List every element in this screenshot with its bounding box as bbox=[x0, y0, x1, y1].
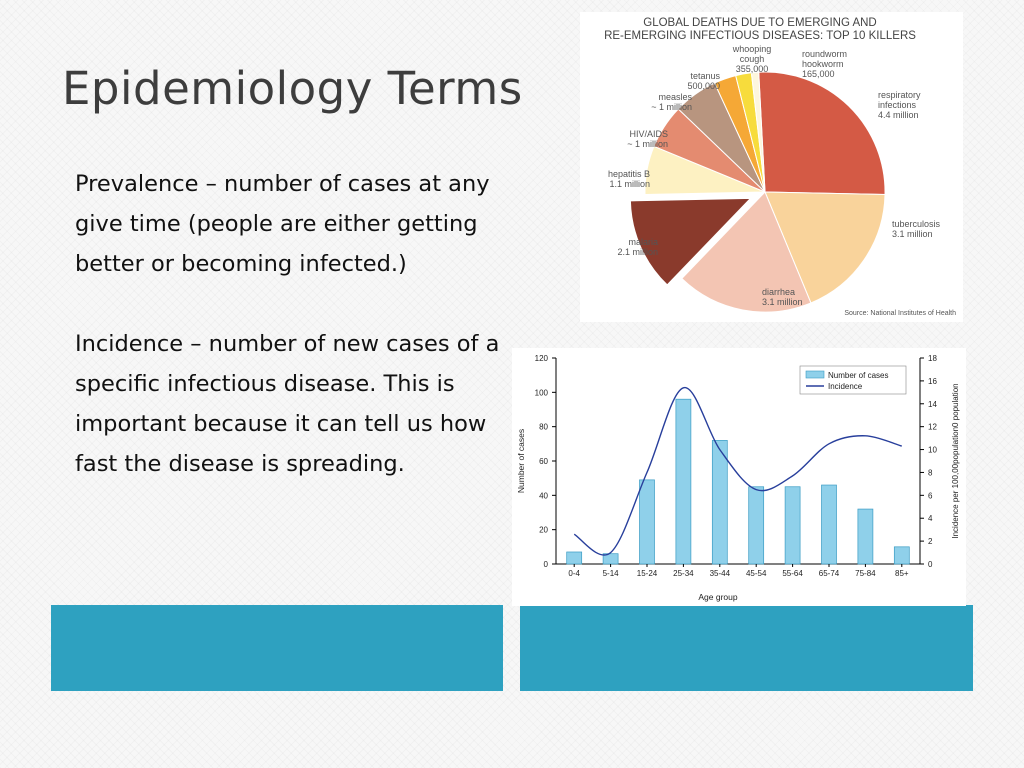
pie-source: Source: National Institutes of Health bbox=[844, 310, 956, 317]
y-tick-label-right: 12 bbox=[928, 422, 937, 432]
pie-label-2: 3.1 million bbox=[762, 297, 803, 307]
bar-65-74 bbox=[822, 485, 837, 564]
y-tick-label-right: 2 bbox=[928, 537, 933, 547]
pie-label-8: 355,000 bbox=[735, 64, 769, 74]
bar-line-chart-figure bbox=[512, 348, 966, 606]
y-tick-label-right: 8 bbox=[928, 468, 933, 478]
bar-line-chart-svg bbox=[512, 348, 966, 606]
pie-label-3: malaria bbox=[628, 237, 658, 247]
y-tick-label-right: 18 bbox=[928, 354, 937, 363]
x-axis-label: Age group bbox=[698, 592, 738, 602]
x-tick-label: 15-24 bbox=[636, 569, 658, 578]
slide-title: Epidemiology Terms bbox=[62, 62, 523, 115]
pie-label-0: respiratory bbox=[878, 90, 921, 100]
incidence-line bbox=[574, 388, 902, 555]
pie-label-3: 2.1 million bbox=[617, 247, 658, 257]
x-tick-label: 85+ bbox=[895, 569, 909, 578]
y-axis-label-left: Number of cases bbox=[516, 428, 526, 494]
pie-label-9: 165,000 bbox=[802, 69, 835, 79]
pie-label-4: 1.1 million bbox=[609, 179, 650, 189]
legend-swatch-cases bbox=[806, 371, 824, 378]
prevalence-definition: – number of cases at any give time (people are either getting better or becoming infected.) bbox=[75, 171, 490, 277]
y-tick-label-right: 16 bbox=[928, 376, 937, 386]
pie-label-0: infections bbox=[878, 100, 917, 110]
pie-label-9: roundworm bbox=[802, 49, 848, 59]
body-text bbox=[75, 164, 505, 484]
y-tick-label-left: 80 bbox=[539, 422, 548, 432]
accent-band-left bbox=[51, 605, 503, 691]
bar-25-34 bbox=[676, 399, 691, 564]
y-tick-label-right: 0 bbox=[928, 560, 933, 569]
x-tick-label: 75-84 bbox=[855, 569, 876, 578]
y-tick-label-left: 20 bbox=[539, 525, 548, 535]
pie-label-8: whooping bbox=[732, 44, 772, 54]
pie-label-7: 500,000 bbox=[687, 81, 720, 91]
y-tick-label-right: 14 bbox=[928, 399, 937, 409]
pie-title-line1: GLOBAL DEATHS DUE TO EMERGING AND bbox=[643, 17, 877, 29]
incidence-paragraph bbox=[75, 324, 505, 484]
y-tick-label-left: 120 bbox=[534, 354, 548, 363]
y-tick-label-left: 0 bbox=[543, 560, 548, 569]
x-tick-label: 45-54 bbox=[745, 569, 767, 578]
incidence-term: Incidence bbox=[75, 331, 184, 357]
accent-band-right bbox=[520, 605, 973, 691]
bar-0-4 bbox=[567, 552, 582, 564]
pie-label-5: ~ 1 million bbox=[627, 139, 668, 149]
prevalence-term: Prevalence bbox=[75, 171, 199, 197]
y-tick-label-left: 60 bbox=[539, 457, 548, 466]
y-tick-label-right: 4 bbox=[928, 514, 933, 524]
bar-45-54 bbox=[749, 487, 764, 564]
pie-label-2: diarrhea bbox=[762, 287, 796, 297]
x-tick-label: 0-4 bbox=[568, 569, 580, 578]
y-tick-label-right: 10 bbox=[928, 445, 937, 455]
incidence-definition: – number of new cases of a specific infectious disease. This is important because it can tell us how fast the disease is spreading. bbox=[75, 331, 500, 477]
pie-label-1: tuberculosis bbox=[892, 219, 941, 229]
pie-chart-svg bbox=[580, 12, 963, 322]
y-tick-label-left: 40 bbox=[539, 491, 548, 501]
x-tick-label: 65-74 bbox=[818, 569, 840, 578]
y-tick-label-left: 100 bbox=[534, 388, 548, 398]
pie-label-8: cough bbox=[739, 54, 765, 64]
bar-85+ bbox=[894, 547, 909, 564]
bar-15-24 bbox=[640, 480, 655, 564]
y-tick-label-right: 6 bbox=[928, 491, 933, 501]
pie-label-6: measles bbox=[658, 92, 692, 102]
pie-label-0: 4.4 million bbox=[878, 110, 919, 120]
x-tick-label: 25-34 bbox=[673, 569, 694, 578]
bar-55-64 bbox=[785, 487, 800, 564]
bar-75-84 bbox=[858, 509, 873, 564]
prevalence-paragraph bbox=[75, 164, 505, 284]
x-tick-label: 35-44 bbox=[709, 569, 731, 578]
pie-label-5: HIV/AIDS bbox=[629, 129, 668, 139]
pie-label-9: hookworm bbox=[802, 59, 844, 69]
pie-label-4: hepatitis B bbox=[607, 169, 650, 179]
pie-title-line2: RE-EMERGING INFECTIOUS DISEASES: TOP 10 KILLERS bbox=[604, 30, 916, 42]
pie-slice-0 bbox=[759, 72, 885, 194]
legend-label-incidence: Incidence bbox=[828, 382, 863, 391]
pie-chart-figure bbox=[580, 12, 963, 322]
y-axis-label-right: Incidence per 100,00population0 population bbox=[951, 383, 960, 539]
bar-35-44 bbox=[712, 440, 727, 564]
pie-label-1: 3.1 million bbox=[892, 229, 933, 239]
pie-label-6: ~ 1 million bbox=[651, 102, 692, 112]
x-tick-label: 5-14 bbox=[602, 569, 619, 578]
x-tick-label: 55-64 bbox=[782, 569, 803, 578]
legend-label-cases: Number of cases bbox=[828, 371, 889, 380]
pie-label-7: tetanus bbox=[690, 71, 720, 81]
